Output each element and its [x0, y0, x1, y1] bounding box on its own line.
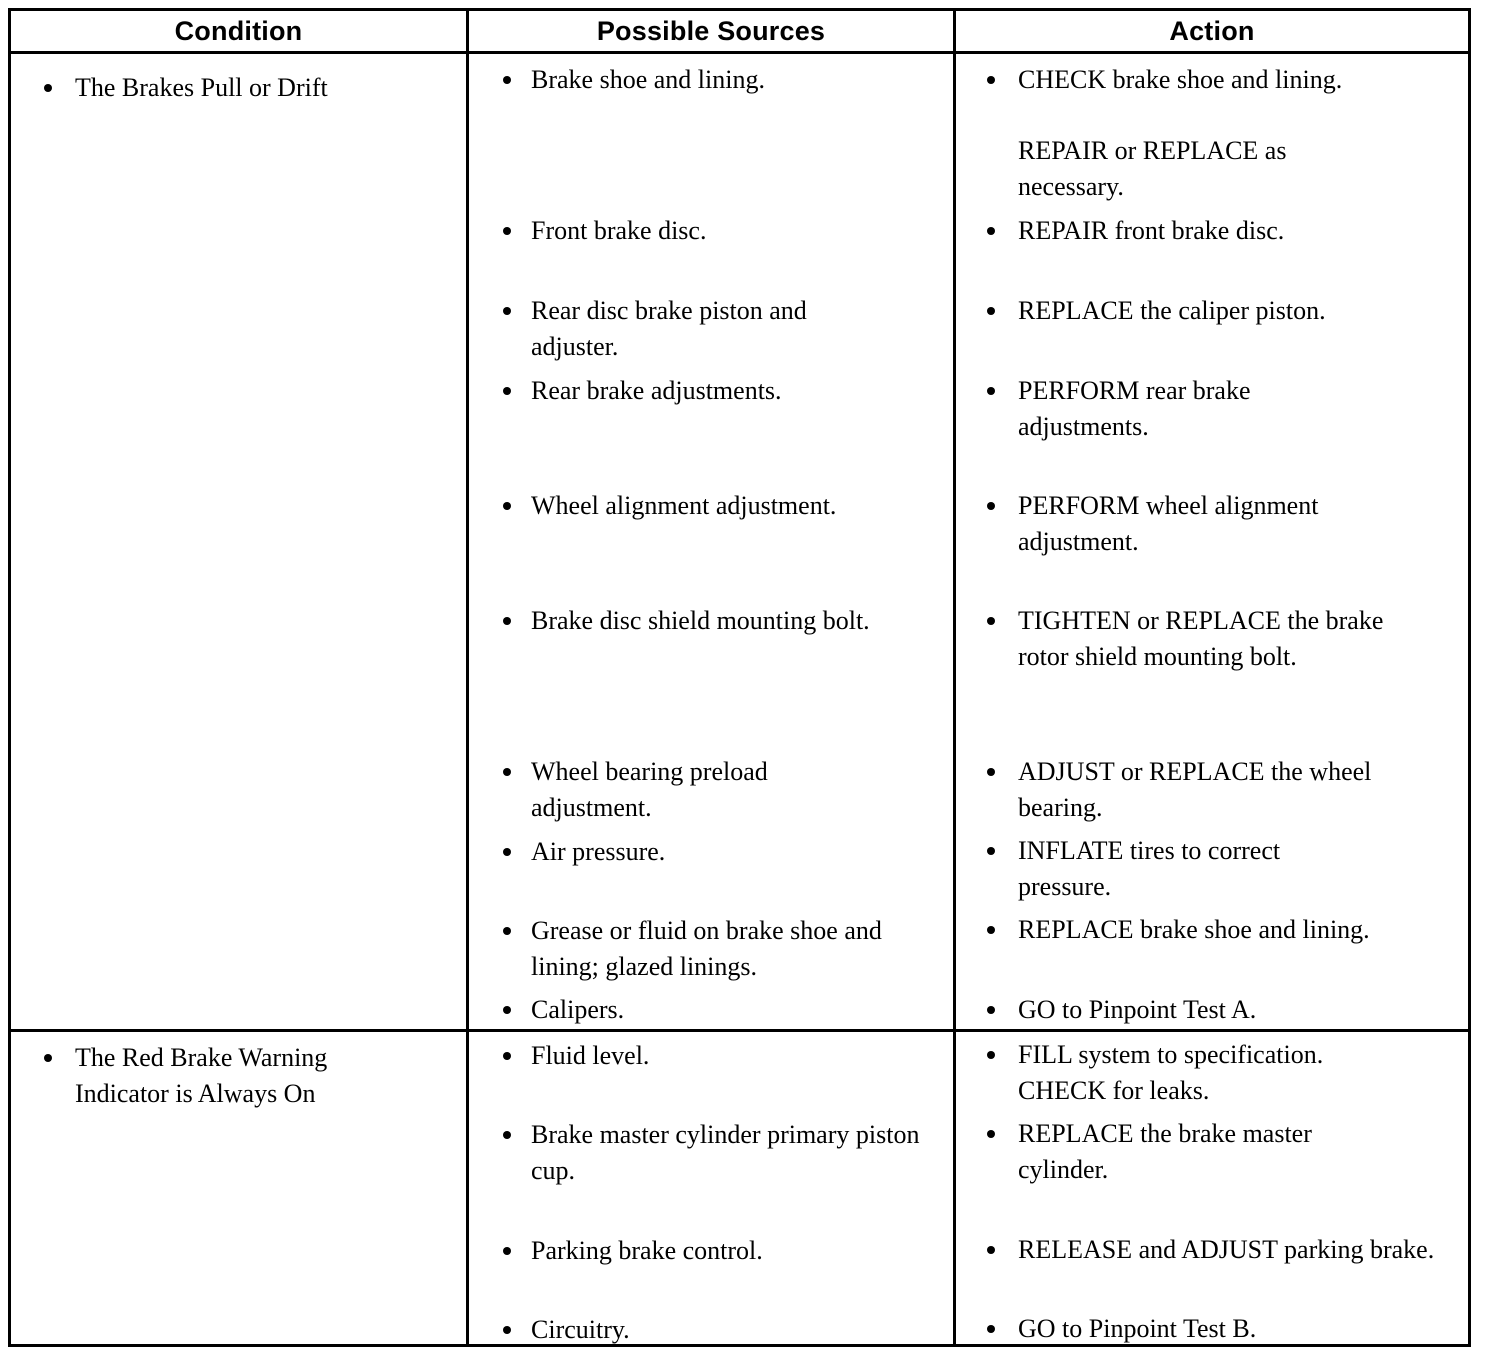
- action-item: [956, 488, 1468, 560]
- table-row: [10, 53, 1470, 1031]
- action-item: [956, 133, 1468, 205]
- action-item: [956, 1037, 1468, 1109]
- bullet-icon: [987, 76, 995, 84]
- source-item: [469, 834, 953, 870]
- action-text: REPAIR front brake disc.: [1018, 216, 1285, 245]
- action-text: REPLACE the caliper piston.: [1018, 296, 1326, 325]
- action-text: PERFORM wheel alignment adjustment.: [1018, 491, 1319, 556]
- bullet-icon: [987, 1246, 995, 1254]
- source-text: Circuitry.: [531, 1315, 630, 1344]
- header-condition: Condition: [10, 10, 468, 53]
- source-item: [469, 1038, 953, 1074]
- bullet-icon: [503, 1131, 511, 1139]
- action-text: REPAIR or REPLACE as necessary.: [1018, 136, 1287, 201]
- source-text: Rear disc brake piston and adjuster.: [531, 296, 807, 361]
- source-item: [469, 913, 953, 985]
- action-text: PERFORM rear brake adjustments.: [1018, 376, 1251, 441]
- bullet-icon: [987, 307, 995, 315]
- bullet-icon: [987, 926, 995, 934]
- source-item: [469, 293, 953, 365]
- diagnosis-table: [8, 8, 1471, 1347]
- action-text: INFLATE tires to correct pressure.: [1018, 836, 1281, 901]
- bullet-icon: [987, 617, 995, 625]
- header-possible-sources: Possible Sources: [468, 10, 955, 53]
- action-item: [956, 754, 1468, 826]
- source-text: Calipers.: [531, 995, 625, 1024]
- bullet-icon: [503, 502, 511, 510]
- bullet-icon: [987, 1325, 995, 1333]
- condition-entry: [11, 1032, 466, 1112]
- action-item: [956, 213, 1468, 249]
- bullet-icon: [503, 1006, 511, 1014]
- bullet-icon: [987, 1006, 995, 1014]
- action-text: CHECK brake shoe and lining.: [1018, 65, 1343, 94]
- source-item: [469, 1233, 953, 1269]
- action-item: [956, 373, 1468, 445]
- source-text: Brake master cylinder primary piston cup.: [531, 1120, 920, 1185]
- bullet-icon: [503, 768, 511, 776]
- source-text: Fluid level.: [531, 1041, 650, 1070]
- bullet-icon: [503, 307, 511, 315]
- source-text: Grease or fluid on brake shoe and lining; glazed linings.: [531, 916, 882, 981]
- bullet-icon: [503, 1326, 511, 1334]
- source-text: Air pressure.: [531, 837, 666, 866]
- source-text: Wheel bearing preload adjustment.: [531, 757, 768, 822]
- action-item: [956, 293, 1468, 329]
- condition-entry: [11, 54, 466, 106]
- condition-cell: [10, 1031, 468, 1346]
- source-item: [469, 754, 953, 826]
- bullet-icon: [987, 768, 995, 776]
- actions-cell: [955, 1031, 1470, 1346]
- bullet-icon: [44, 84, 52, 92]
- action-item: [956, 1116, 1468, 1188]
- action-text: GO to Pinpoint Test A.: [1018, 995, 1257, 1024]
- action-text: REPLACE brake shoe and lining.: [1018, 915, 1370, 944]
- sources-cell: [468, 1031, 955, 1346]
- source-text: Brake shoe and lining.: [531, 65, 765, 94]
- source-item: [469, 213, 953, 249]
- actions-cell: [955, 53, 1470, 1031]
- action-text: FILL system to specification. CHECK for leaks.: [1018, 1040, 1324, 1105]
- bullet-icon: [987, 227, 995, 235]
- source-text: Brake disc shield mounting bolt.: [531, 606, 870, 635]
- action-item: [956, 603, 1468, 675]
- bullet-icon: [987, 502, 995, 510]
- action-text: TIGHTEN or REPLACE the brake rotor shield mounting bolt.: [1018, 606, 1384, 671]
- bullet-icon: [503, 927, 511, 935]
- bullet-icon: [987, 1130, 995, 1138]
- source-item: [469, 992, 953, 1028]
- bullet-icon: [503, 617, 511, 625]
- action-text: RELEASE and ADJUST parking brake.: [1018, 1235, 1435, 1264]
- source-item: [469, 1117, 953, 1189]
- source-item: [469, 1312, 953, 1348]
- action-item: [956, 1232, 1468, 1268]
- bullet-icon: [503, 387, 511, 395]
- table-row: [10, 1031, 1470, 1346]
- source-item: [469, 62, 953, 98]
- action-text: REPLACE the brake master cylinder.: [1018, 1119, 1312, 1184]
- header-row: [10, 10, 1470, 53]
- source-item: [469, 488, 953, 524]
- source-text: Parking brake control.: [531, 1236, 763, 1265]
- header-action: Action: [955, 10, 1470, 53]
- bullet-icon: [503, 76, 511, 84]
- source-text: Front brake disc.: [531, 216, 707, 245]
- action-text: GO to Pinpoint Test B.: [1018, 1314, 1257, 1343]
- bullet-icon: [987, 387, 995, 395]
- bullet-icon: [503, 1247, 511, 1255]
- action-item: [956, 912, 1468, 948]
- sources-cell: [468, 53, 955, 1031]
- action-item: [956, 992, 1468, 1028]
- action-item: [956, 62, 1468, 98]
- source-item: [469, 603, 953, 639]
- condition-text: The Red Brake Warning Indicator is Always On: [75, 1043, 328, 1108]
- bullet-icon: [503, 227, 511, 235]
- condition-cell: [10, 53, 468, 1031]
- source-text: Rear brake adjustments.: [531, 376, 782, 405]
- source-text: Wheel alignment adjustment.: [531, 491, 837, 520]
- condition-text: The Brakes Pull or Drift: [75, 73, 328, 102]
- bullet-icon: [987, 1051, 995, 1059]
- bullet-icon: [44, 1054, 52, 1062]
- action-text: ADJUST or REPLACE the wheel bearing.: [1018, 757, 1372, 822]
- action-item: [956, 1311, 1468, 1347]
- bullet-icon: [503, 1052, 511, 1060]
- bullet-icon: [987, 847, 995, 855]
- action-item: [956, 833, 1468, 905]
- bullet-icon: [503, 848, 511, 856]
- source-item: [469, 373, 953, 409]
